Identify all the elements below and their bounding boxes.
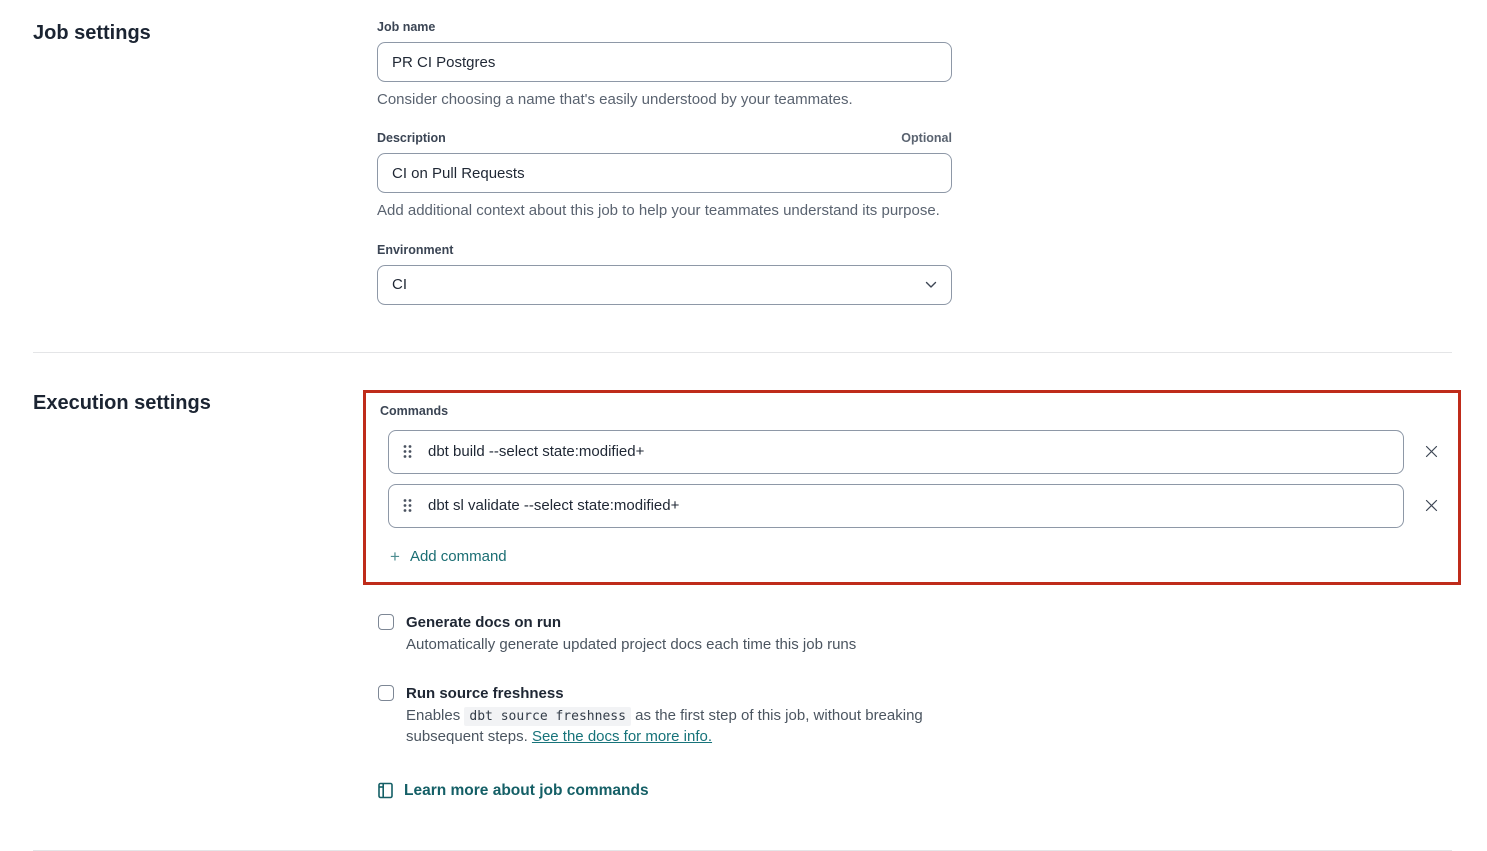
freshness-helper-suffix: as the first step of this job, without breaking subsequent steps. <box>406 707 923 745</box>
job-name-helper: Consider choosing a name that's easily understood by your teammates. <box>377 91 853 108</box>
job-name-label: Job name <box>377 20 436 34</box>
generate-docs-helper: Automatically generate updated project docs each time this job runs <box>406 636 857 653</box>
description-field-group <box>377 131 952 221</box>
description-label: Description <box>377 131 446 146</box>
command-input-wrapper <box>388 430 1404 474</box>
generate-docs-label: Generate docs on run <box>406 613 562 631</box>
environment-field-group <box>377 243 952 305</box>
generate-docs-checkbox[interactable] <box>378 614 394 630</box>
learn-more-link[interactable] <box>378 782 649 800</box>
command-input[interactable] <box>428 497 1391 514</box>
command-input[interactable] <box>428 443 1391 460</box>
add-command-label: Add command <box>409 547 507 565</box>
command-input-wrapper <box>388 484 1404 528</box>
commands-highlight-box <box>363 390 1461 585</box>
drag-handle-icon[interactable] <box>403 444 412 459</box>
run-source-freshness-option <box>377 684 937 748</box>
environment-select[interactable] <box>377 265 952 305</box>
freshness-helper-prefix: Enables <box>406 707 461 725</box>
description-helper: Add additional context about this job to help your teammates understand its purpose. <box>377 202 940 220</box>
see-docs-link[interactable]: See the docs for more info. <box>531 727 713 745</box>
job-settings-heading: Job settings <box>33 22 151 44</box>
chevron-down-icon <box>925 281 937 289</box>
run-source-freshness-checkbox[interactable] <box>378 685 394 701</box>
remove-command-button[interactable] <box>1418 493 1444 519</box>
section-divider <box>33 352 1452 353</box>
environment-selected-value: CI <box>392 276 407 293</box>
book-icon <box>378 782 393 799</box>
run-source-freshness-helper <box>406 706 937 747</box>
freshness-code-snippet: dbt source freshness <box>464 707 631 726</box>
plus-icon: + <box>390 546 400 566</box>
close-icon <box>1424 498 1439 513</box>
job-settings-section <box>0 20 1487 305</box>
optional-badge: Optional <box>901 131 952 146</box>
execution-settings-heading: Execution settings <box>33 391 211 414</box>
drag-handle-icon[interactable] <box>403 498 412 513</box>
add-command-button[interactable] <box>390 548 507 565</box>
description-input[interactable] <box>377 153 952 193</box>
run-source-freshness-label: Run source freshness <box>406 684 564 702</box>
command-row <box>388 430 1444 474</box>
generate-docs-option <box>377 613 937 656</box>
close-icon <box>1424 444 1439 459</box>
command-row <box>388 484 1444 528</box>
execution-settings-section <box>0 390 1487 805</box>
learn-more-label: Learn more about job commands <box>404 781 649 799</box>
environment-label: Environment <box>377 242 454 257</box>
job-name-field-group <box>377 20 952 110</box>
commands-label: Commands <box>380 403 449 418</box>
remove-command-button[interactable] <box>1418 439 1444 465</box>
job-name-input[interactable] <box>377 42 952 82</box>
